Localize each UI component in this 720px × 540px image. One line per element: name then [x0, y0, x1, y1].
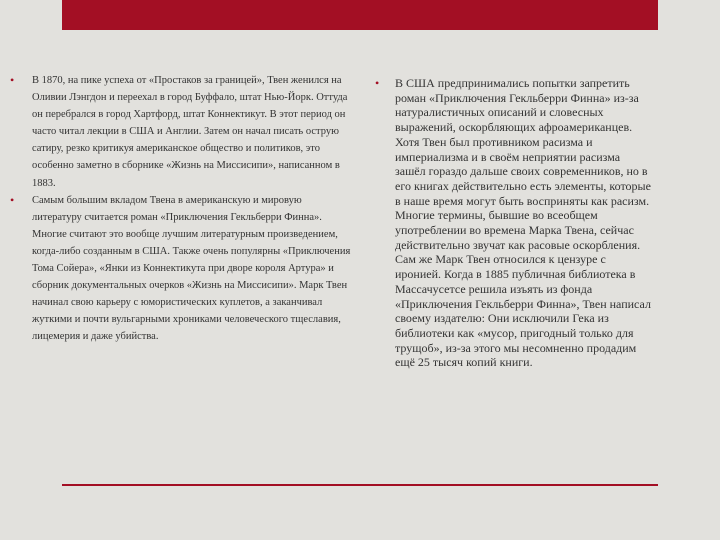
- list-item: [372, 76, 652, 370]
- bullet-icon: •: [10, 73, 15, 87]
- title-bar: [62, 0, 658, 30]
- paragraph-text: Самым большим вкладом Твена в американскую и мировую литературу считается роман «Приключения Гекльберри Финна». Многие считают это вообще лучшим литературным произведением, когда-либо созданным в США. Также очень популярны «Приключения Тома Сойера», «Янки из Коннектикута при дворе короля Артура» и сборник документальных очерков «Жизнь на Миссисипи». Марк Твен начинал свою карьеру с юмористических куплетов, а заканчивал жуткими и почти вульгарными хрониками человеческого тщеславия, лицемерия и даже убийства.: [32, 194, 351, 343]
- paragraph-text: В США предпринимались попытки запретить роман «Приключения Гекльберри Финна» из-за натуралистичных описаний и словесных выражений, оскорбляющих афроамериканцев. Хотя Твен был противником расизма и империализма и в своём неприятии расизма зашёл гораздо дальше своих современников, но в его книгах действительно есть элементы, которые в наше время могут быть восприняты как расизм. Многие термины, бывшие во всеобщем употреблении во времена Марка Твена, сейчас действительно звучат как расовые оскорбления. Сам же Марк Твен относился к цензуре с иронией. Когда в 1885 публичная библиотека в Массачусетсе решила изъять из фонда «Приключения Гекльберри Финна», Твен написал своему издателю: Они исключили Гека из библиотеки как «мусор, пригодный только для трущоб», из-за этого мы несомненно продадим ещё 25 тысяч копий книги.: [395, 76, 651, 370]
- bottom-divider: [62, 484, 658, 486]
- list-item: [10, 72, 354, 192]
- right-text-column: [372, 76, 652, 370]
- right-bullet-list: [372, 76, 652, 370]
- left-text-column: [10, 72, 354, 346]
- list-item: [10, 192, 354, 346]
- paragraph-text: В 1870, на пике успеха от «Простаков за границей», Твен женился на Оливии Лэнгдон и переехал в город Буффало, штат Нью-Йорк. Оттуда он перебрался в город Хартфорд, штат Коннектикут. В этот период он часто читал лекции в США и Англии. Затем он начал писать острую сатиру, резко критикуя американское общество и политиков, это особенно заметно в сборнике «Жизнь на Миссисипи», написанном в 1883.: [32, 75, 348, 189]
- left-bullet-list: [10, 72, 354, 346]
- bullet-icon: •: [10, 192, 15, 207]
- bullet-icon: •: [375, 76, 380, 90]
